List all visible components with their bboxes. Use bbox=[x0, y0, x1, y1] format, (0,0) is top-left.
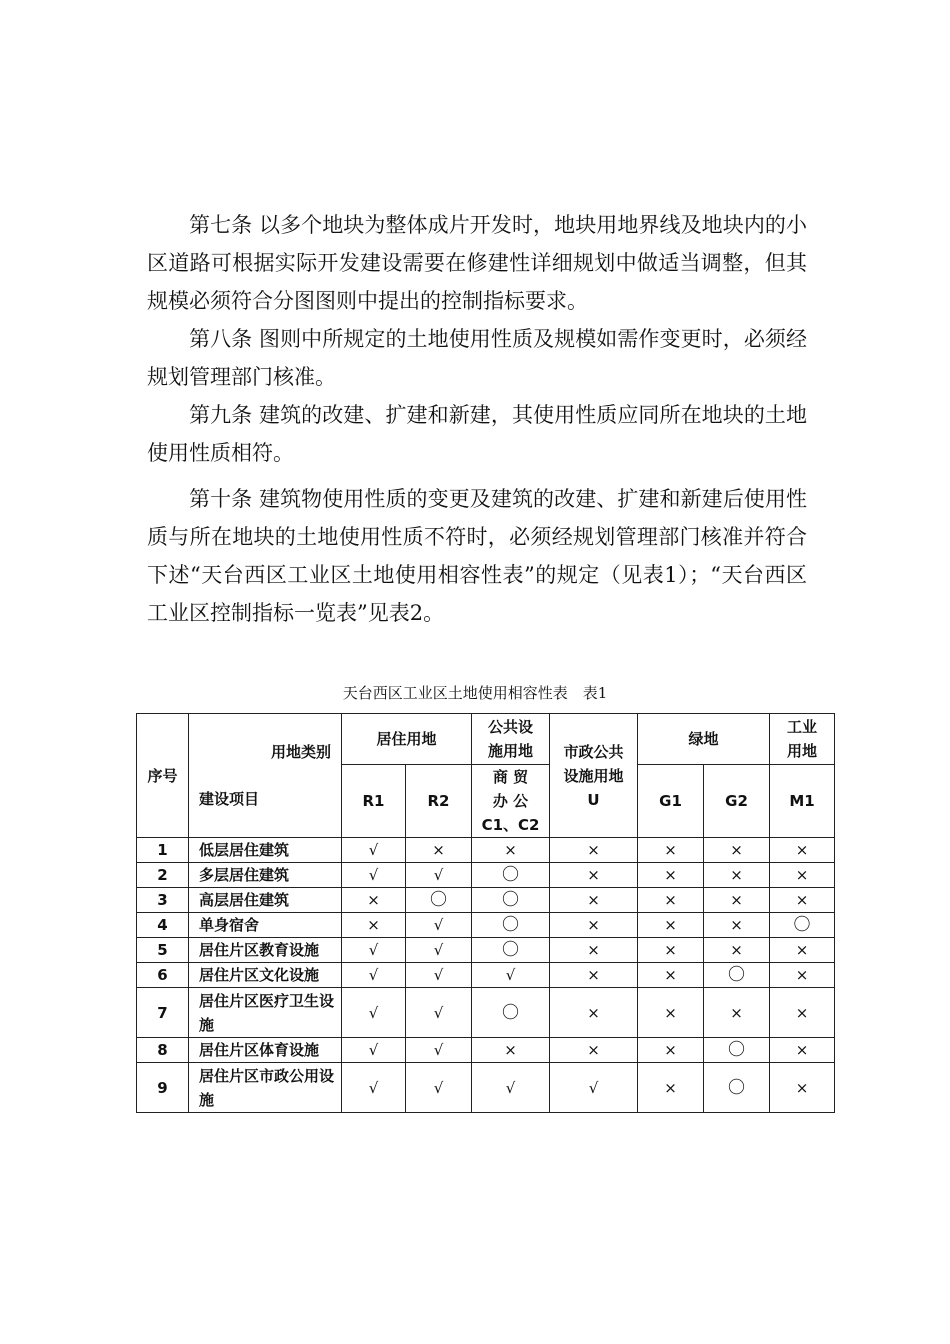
article-8: 第八条 图则中所规定的土地使用性质及规模如需作变更时，必须经规划管理部门核准。 bbox=[147, 327, 807, 389]
article-10: 第十条 建筑物使用性质的变更及建筑的改建、扩建和新建后使用性质与所在地块的土地使用性质不符时，必须经规划管理部门核准并符合下述“天台西区工业区土地使用相容性表”的规定（见表1）；“天台西区工业区控制指标一览表”见表2。 bbox=[147, 487, 807, 625]
r2-header: R2 bbox=[406, 765, 472, 838]
article-7: 第七条 以多个地块为整体成片开发时，地块用地界线及地块内的小区道路可根据实际开发建设需要在修建性详细规划中做适当调整，但其规模必须符合分图图则中提出的控制指标要求。 bbox=[147, 213, 807, 313]
g2-header: G2 bbox=[704, 765, 770, 838]
industrial-header: 工业 用地 bbox=[770, 714, 835, 765]
table-row: 4 单身宿舍 × √ 〇 × × × 〇 bbox=[137, 913, 835, 938]
table-row: 9 居住片区市政公用设施 √ √ √ √ × 〇 × bbox=[137, 1063, 835, 1113]
seq-header: 序号 bbox=[137, 714, 189, 838]
table-row: 5 居住片区教育设施 √ √ 〇 × × × × bbox=[137, 938, 835, 963]
green-header: 绿地 bbox=[638, 714, 770, 765]
public-header: 公共设 施用地 bbox=[472, 714, 550, 765]
r1-header: R1 bbox=[342, 765, 406, 838]
article-block-lower bbox=[147, 480, 807, 632]
table-row: 7 居住片区医疗卫生设施 √ √ 〇 × × × × bbox=[137, 988, 835, 1038]
article-block-upper bbox=[147, 206, 807, 472]
compatibility-table bbox=[136, 713, 835, 1113]
article-9: 第九条 建筑的改建、扩建和新建，其使用性质应同所在地块的土地使用性质相符。 bbox=[147, 403, 807, 465]
m1-header: M1 bbox=[770, 765, 835, 838]
diagonal-header bbox=[189, 714, 342, 838]
residential-header: 居住用地 bbox=[342, 714, 472, 765]
municipal-header: 市政公共 设施用地 U bbox=[550, 714, 638, 838]
table-row: 3 高层居住建筑 × 〇 〇 × × × × bbox=[137, 888, 835, 913]
project-header: 建设项目 bbox=[199, 790, 260, 808]
land-type-header: 用地类别 bbox=[270, 743, 331, 761]
table-row: 2 多层居住建筑 √ √ 〇 × × × × bbox=[137, 863, 835, 888]
table-caption: 天台西区工业区土地使用相容性表 表1 bbox=[342, 684, 608, 702]
table-row: 1 低层居住建筑 √ × × × × × × bbox=[137, 838, 835, 863]
table-row: 6 居住片区文化设施 √ √ √ × × 〇 × bbox=[137, 963, 835, 988]
table-row: 8 居住片区体育设施 √ √ × × × 〇 × bbox=[137, 1038, 835, 1063]
g1-header: G1 bbox=[638, 765, 704, 838]
commerce-header: 商 贸 办 公 C1、C2 bbox=[472, 765, 550, 838]
